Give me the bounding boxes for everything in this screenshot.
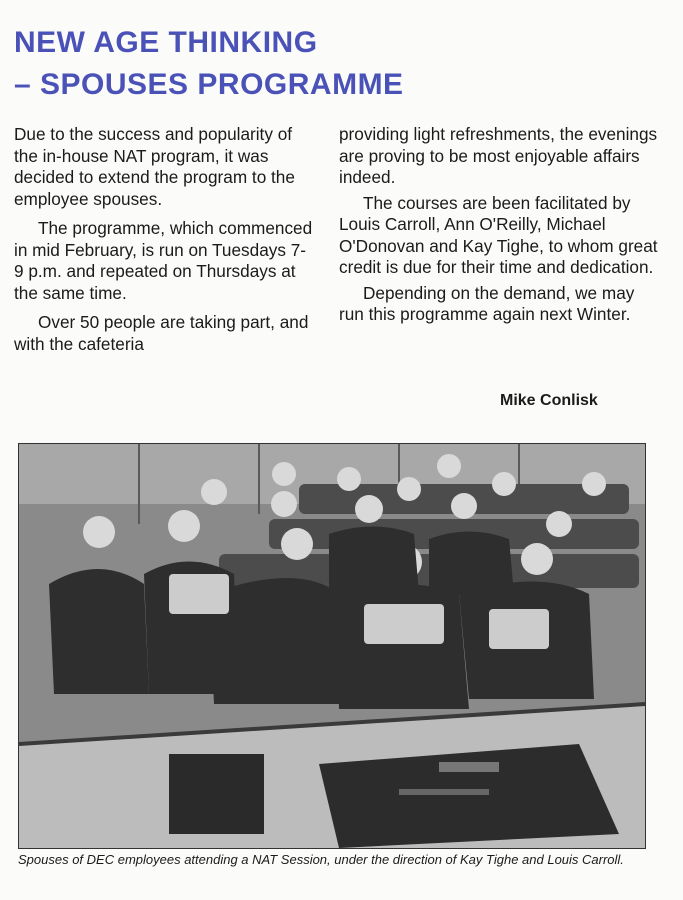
headline-line-2: – SPOUSES PROGRAMME	[14, 68, 404, 101]
paragraph-2: The programme, which commenced in mid February, is run on Tuesdays 7-9 p.m. and repeated on Thursdays at the same time.	[14, 218, 313, 303]
group-photo-image	[19, 444, 645, 848]
author-byline: Mike Conlisk	[500, 392, 598, 409]
photo-caption: Spouses of DEC employees attending a NAT Session, under the direction of Kay Tighe and Louis Carroll.	[18, 852, 624, 867]
paragraph-4: providing light refreshments, the evenings are proving to be most enjoyable affairs indeed.	[339, 124, 658, 187]
left-column	[14, 124, 314, 363]
article-headline	[14, 22, 654, 106]
paragraph-5: The courses are been facilitated by Louis Carroll, Ann O'Reilly, Michael O'Donovan and Kay Tighe, to whom great credit is due for their time and dedication.	[339, 192, 658, 277]
headline-line-1: NEW AGE THINKING	[14, 26, 318, 59]
paragraph-6: Depending on the demand, we may run this programme again next Winter.	[339, 282, 635, 324]
right-column	[339, 124, 659, 330]
paragraph-3: Over 50 people are taking part, and with the cafeteria	[14, 312, 309, 354]
paragraph-1: Due to the success and popularity of the in-house NAT program, it was decided to extend the program to the employee spouses.	[14, 124, 295, 209]
group-photo	[18, 443, 646, 849]
